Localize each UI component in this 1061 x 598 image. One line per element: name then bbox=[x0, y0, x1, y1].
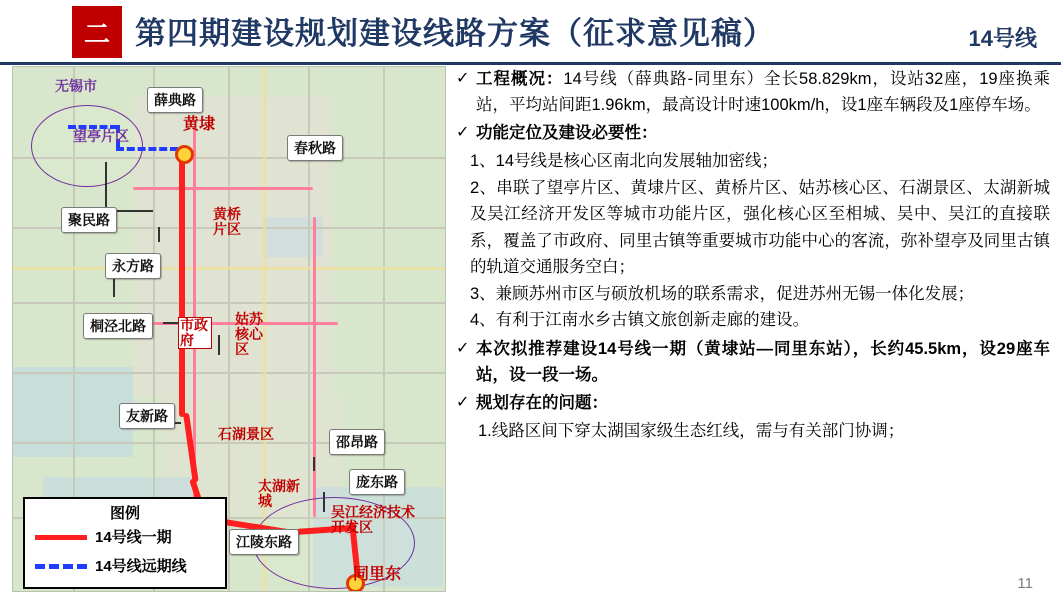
map-label-gusu: 姑苏核心区 bbox=[235, 311, 263, 357]
numbered-item-1: 1、14号线是核心区南北向发展轴加密线； bbox=[470, 152, 779, 170]
map-leader-line bbox=[323, 492, 325, 512]
check-icon: ✓ bbox=[456, 393, 470, 411]
legend-swatch-future bbox=[35, 564, 87, 569]
route-future-segment bbox=[116, 147, 178, 151]
map-label-tonglidong: 同里东 bbox=[353, 566, 402, 583]
map-leader-line bbox=[105, 162, 107, 210]
content-panel bbox=[456, 66, 1050, 590]
numbered-item-2: 2、串联了望亭片区、黄埭片区、黄桥片区、姑苏核心区、石湖景区、太湖新城及吴江经济开发区等城市功能片区，强化核心区至相城、吴中、吴江的直接联系，覆盖了市政府、同里古镇等重要城市功能中心的客流，弥补望亭及同里古镇的轨道交通服务空白； bbox=[470, 178, 1050, 276]
map-station-label-pangdonglu[interactable]: 庞东路 bbox=[349, 469, 405, 495]
legend-label-future: 14号线远期线 bbox=[95, 558, 187, 575]
line-label: 14号线 bbox=[968, 26, 1037, 51]
station-dot-huangdai bbox=[175, 145, 194, 164]
check-icon: ✓ bbox=[456, 339, 470, 357]
map-station-label-yongfanglu[interactable]: 永方路 bbox=[105, 253, 161, 279]
problem-item-1: 1.线路区间下穿太湖国家级生态红线，需与有关部门协调； bbox=[478, 421, 905, 440]
map-station-label-youxinlu[interactable]: 友新路 bbox=[119, 403, 175, 429]
map-leader-line bbox=[158, 227, 160, 242]
map-station-label-juminlu[interactable]: 聚民路 bbox=[61, 207, 117, 233]
bullet-overview bbox=[456, 66, 1050, 118]
bullet-problems bbox=[456, 390, 1050, 416]
check-icon: ✓ bbox=[456, 124, 470, 141]
bullet-recommendation bbox=[456, 336, 1050, 388]
map-station-label-jianglingdonglu[interactable]: 江陵东路 bbox=[229, 529, 299, 555]
map-label-huangqiao: 黄桥片区 bbox=[213, 206, 241, 237]
map-label-taihu: 太湖新城 bbox=[258, 478, 300, 509]
route-map[interactable] bbox=[12, 66, 446, 592]
numbered-item-3: 3、兼顾苏州市区与硕放机场的联系需求，促进苏州无锡一体化发展； bbox=[470, 284, 975, 303]
legend-title: 图例 bbox=[109, 505, 140, 522]
slide-header bbox=[0, 0, 1061, 62]
numbered-item-4: 4、有利于江南水乡古镇文旅创新走廊的建设。 bbox=[470, 311, 810, 329]
bullet-overview-text bbox=[476, 66, 1050, 118]
header-divider bbox=[0, 62, 1061, 65]
map-station-label-chunqiulu[interactable]: 春秋路 bbox=[287, 135, 343, 161]
bullet-recommendation-text: 本次拟推荐建设14号线一期（黄埭站—同里东站），长约45.5km，设29座车站，设一段一场。 bbox=[476, 339, 1050, 384]
header-section-mark: 二 bbox=[72, 6, 122, 58]
bullet-problems-text: 规划存在的问题： bbox=[476, 393, 608, 412]
page-number: 11 bbox=[1017, 575, 1033, 592]
legend-swatch-phase1 bbox=[35, 535, 87, 540]
map-station-label-xuedianlu[interactable]: 薛典路 bbox=[147, 87, 203, 113]
map-station-label-tongjingbeilu[interactable]: 桐泾北路 bbox=[83, 313, 153, 339]
bullet-function bbox=[456, 120, 1050, 146]
map-label-wuxi: 无锡市 bbox=[55, 78, 97, 94]
map-label-shihu: 石湖景区 bbox=[218, 426, 274, 442]
map-label-government: 市政府 bbox=[178, 317, 212, 349]
map-leader-line bbox=[218, 335, 220, 355]
map-leader-line bbox=[313, 457, 315, 471]
route-line-phase1 bbox=[179, 191, 185, 321]
map-label-wujiang-dev: 吴江经济技术开发区 bbox=[331, 504, 415, 535]
map-district-ellipse-wuxi bbox=[31, 105, 143, 187]
map-other-line bbox=[133, 187, 313, 190]
bullet-function-text: 功能定位及建设必要性： bbox=[476, 124, 658, 142]
page-title: 第四期建设规划建设线路方案（征求意见稿） bbox=[135, 16, 775, 51]
bullet-overview-body: 14号线（薛典路-同里东）全长58.829km，设站32座，19座换乘站，平均站间距1.96km，最高设计时速100km/h，设1座车辆段及1座停车场。 bbox=[476, 70, 1051, 114]
map-station-label-shaoanglu[interactable]: 邵昂路 bbox=[329, 429, 385, 455]
map-road bbox=[228, 67, 230, 591]
map-label-huangdai: 黄埭 bbox=[183, 116, 216, 133]
legend-label-phase1: 14号线一期 bbox=[95, 529, 172, 546]
map-other-line bbox=[313, 217, 316, 517]
map-legend bbox=[23, 497, 227, 589]
map-highway bbox=[13, 267, 445, 270]
map-label-wangting: 望亭片区 bbox=[73, 128, 129, 144]
check-icon: ✓ bbox=[456, 70, 470, 87]
bullet-overview-lead: 工程概况： bbox=[476, 70, 564, 88]
